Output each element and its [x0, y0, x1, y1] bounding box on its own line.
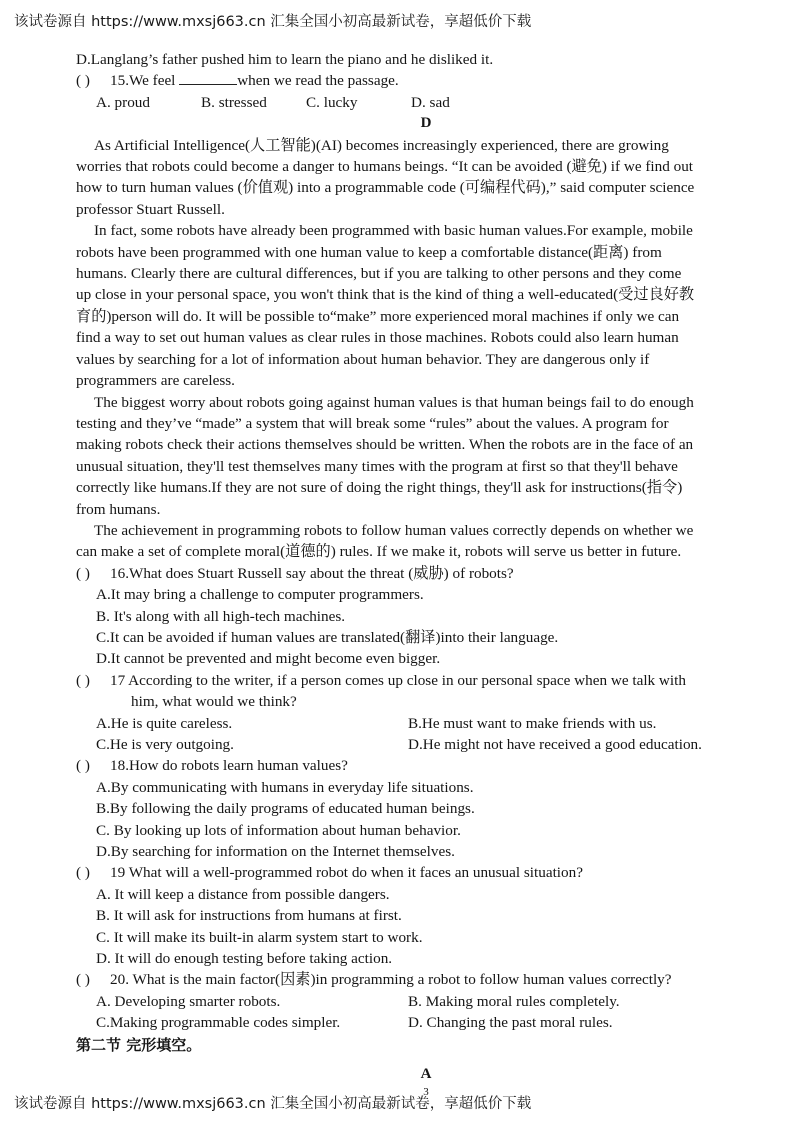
question-16: [76, 563, 776, 584]
passage-line: values by searching for a lot of information about human behavior. They are dangerous only if: [76, 350, 650, 368]
question-stem-continued: him, what would we think?: [131, 693, 297, 711]
option-a: A. It will keep a distance from possible dangers.: [96, 885, 390, 903]
question-stem: 18.How do robots learn human values?: [110, 757, 348, 775]
option-c: C. By looking up lots of information about human behavior.: [96, 821, 461, 839]
question-15: [76, 70, 776, 91]
question-stem-end: when we read the passage.: [237, 72, 399, 90]
question-17: [76, 670, 776, 691]
passage-line: testing and they’ve “made” a system that will break some “rules” about the values. A program for: [76, 414, 669, 432]
question-18: [76, 755, 776, 776]
question-stem: 15.We feel: [110, 72, 180, 90]
passage-paragraph-3: [76, 392, 776, 520]
source-footer: 该试卷源自 https://www.mxsj663.cn 汇集全国小初高最新试卷，享超低价下载: [14, 1096, 532, 1112]
next-passage-letter: A: [420, 1066, 432, 1083]
question-stem: 20. What is the main factor(因素)in programming a robot to follow human values correctly?: [110, 971, 672, 989]
question-15-options: [76, 92, 776, 113]
passage-line: from humans.: [76, 500, 161, 518]
section-title: 第二节 完形填空。: [76, 1035, 202, 1054]
passage-line: 育的)person will do. It will be possible to“make” more experienced moral machines if only we can: [76, 307, 680, 325]
option-d: D. sad: [411, 93, 450, 111]
answer-paren: ( ): [76, 864, 90, 882]
passage-line: making robots check their actions themselves should be written. When the robots are in the face of an: [76, 436, 694, 454]
option-d: D. Changing the past moral rules.: [408, 1014, 613, 1032]
answer-paren: ( ): [76, 971, 90, 989]
answer-paren: ( ): [76, 564, 90, 582]
answer-paren: ( ): [76, 757, 90, 775]
option-c: C. It will make its built-in alarm system start to work.: [96, 928, 423, 946]
option-b: B.By following the daily programs of educated human beings.: [96, 800, 475, 818]
option-c: C.Making programmable codes simpler.: [96, 1014, 341, 1032]
passage-line: humans. Clearly there are cultural differences, but if you are talking to other persons and they come: [76, 265, 682, 283]
option-b: B.He must want to make friends with us.: [408, 714, 657, 732]
option-c: C.It can be avoided if human values are translated(翻译)into their language.: [96, 628, 559, 646]
passage-line: find a way to set out human values as clear rules in those machines. Robots could also learn human: [76, 329, 679, 347]
question-20-options-ab: [76, 991, 776, 1012]
passage-paragraph-1: [76, 135, 776, 221]
option-a: A. Developing smarter robots.: [96, 992, 281, 1010]
answer-paren: ( ): [76, 72, 90, 90]
page-content: [76, 49, 776, 1098]
passage-line: robots have been programmed with one human value to keep a comfortable distance(距离) from: [76, 243, 662, 261]
option-b: B. stressed: [201, 93, 267, 111]
answer-paren: ( ): [76, 671, 90, 689]
option-d: D.He might not have received a good education.: [408, 736, 702, 753]
option-d: D. It will do enough testing before taking action.: [96, 950, 393, 968]
option-d: D.It cannot be prevented and might become even bigger.: [96, 650, 441, 668]
passage-line: correctly like humans.If they are not sure of doing the right things, they'll ask for instructions(指令): [76, 479, 683, 497]
question-stem: 17 According to the writer, if a person comes up close in our personal space when we talk with: [110, 671, 686, 689]
page-number: 3: [423, 1085, 429, 1098]
option-b: B. It's along with all high-tech machines.: [96, 607, 346, 625]
option-a: A. proud: [96, 93, 150, 111]
question-17-options-ab: [76, 713, 776, 734]
passage-line: unusual situation, they'll test themselves many times with the program at first so that they'll behave: [76, 457, 678, 475]
passage-line: As Artificial Intelligence(人工智能)(AI) becomes increasingly experienced, there are growing: [94, 136, 669, 154]
option-c: C. lucky: [306, 93, 358, 111]
passage-line: professor Stuart Russell.: [76, 200, 225, 218]
question-20-options-cd: [76, 1012, 776, 1033]
passage-line: can make a set of complete moral(道德的) rules. If we make it, robots will serve us better in future.: [76, 543, 682, 561]
passage-line: worries that robots could become a danger to humans beings. “It can be avoided (避免) if we find out: [76, 158, 694, 176]
option-b: B. It will ask for instructions from humans at first.: [96, 907, 402, 925]
option-a: A.It may bring a challenge to computer programmers.: [96, 586, 424, 604]
source-header: 该试卷源自 https://www.mxsj663.cn 汇集全国小初高最新试卷，享超低价下载: [14, 14, 532, 30]
passage-paragraph-4: [76, 520, 776, 563]
passage-line: how to turn human values (价值观) into a programmable code (可编程代码),” said computer science: [76, 179, 695, 197]
question-stem: 16.What does Stuart Russell say about the threat (威胁) of robots?: [110, 564, 514, 582]
question-stem: 19 What will a well-programmed robot do when it faces an unusual situation?: [110, 864, 583, 882]
option-a: A.By communicating with humans in everyday life situations.: [96, 778, 474, 796]
fill-blank: [179, 72, 237, 85]
passage-line: In fact, some robots have already been programmed with basic human values.For example, mobile: [94, 222, 693, 240]
passage-letter: D: [420, 115, 432, 132]
passage-line: The achievement in programming robots to follow human values correctly depends on whether we: [94, 521, 694, 539]
passage-line: up close in your personal space, you won't think that is the kind of thing a well-educated(受过良好教: [76, 286, 695, 304]
passage-paragraph-2: [76, 220, 776, 391]
passage-line: programmers are careless.: [76, 372, 235, 390]
option-d: D.By searching for information on the Internet themselves.: [96, 843, 455, 861]
question-19: [76, 862, 776, 883]
question-20: [76, 969, 776, 990]
option-a: A.He is quite careless.: [96, 714, 233, 732]
option-b: B. Making moral rules completely.: [408, 992, 620, 1010]
question-17-options-cd: [76, 734, 776, 755]
option-c: C.He is very outgoing.: [96, 736, 234, 753]
passage-line: The biggest worry about robots going against human values is that human beings fail to do enough: [94, 393, 694, 411]
prev-question-option-d: D.Langlang’s father pushed him to learn the piano and he disliked it.: [76, 51, 494, 68]
